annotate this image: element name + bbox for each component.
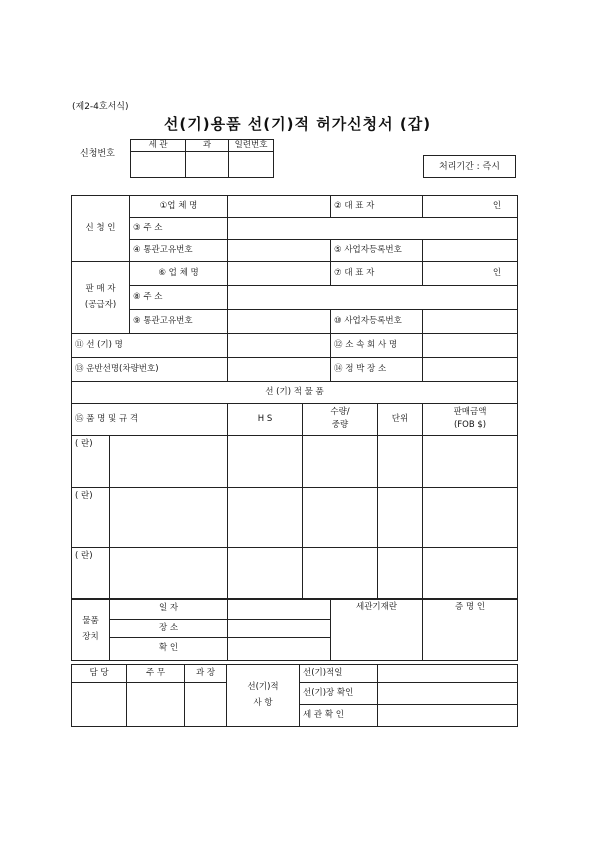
storage-section-title: 물품 <box>82 615 99 626</box>
main-form-table <box>71 195 518 661</box>
amount-header <box>423 404 518 436</box>
loading-date-field[interactable] <box>378 665 518 683</box>
seller-rep-field[interactable] <box>423 262 518 286</box>
vessel-company-label: ⑫ 소 속 회 사 명 <box>331 334 423 358</box>
customs-remarks-label: 세관기재란 <box>355 601 398 612</box>
serial-header: 일련번호 <box>229 140 274 152</box>
quantity-header-line2: 중량 <box>331 420 349 430</box>
amount-field[interactable] <box>423 548 518 599</box>
transport-field[interactable] <box>228 358 331 382</box>
hs-field[interactable] <box>228 488 303 548</box>
hs-field[interactable] <box>228 548 303 599</box>
customs-remarks-cell[interactable] <box>331 599 423 661</box>
seller-company-field[interactable] <box>228 262 331 286</box>
storage-section-label <box>72 599 110 661</box>
loading-matters-label <box>227 665 300 727</box>
captain-confirm-field[interactable] <box>378 683 518 705</box>
berth-label: ⑭ 정 박 장 소 <box>331 358 423 382</box>
customs-field[interactable] <box>131 152 186 178</box>
loading-matters-line1: 선(기)적 <box>247 681 279 692</box>
applicant-company-field[interactable] <box>228 196 331 218</box>
unit-field[interactable] <box>378 548 423 599</box>
goods-section-label: 선 (기) 적 물 품 <box>72 382 518 404</box>
applicant-rep-label: ② 대 표 자 <box>331 196 423 218</box>
customs-confirm-label: 세 관 확 인 <box>300 705 378 727</box>
goods-name-field[interactable] <box>110 548 228 599</box>
certifier-cell[interactable] <box>423 599 518 661</box>
storage-date-field[interactable] <box>228 599 331 620</box>
seal-mark: 인 <box>492 200 502 211</box>
applicant-biz-no-label: ⑤ 사업자등록번호 <box>331 240 423 262</box>
storage-date-label: 일 자 <box>110 599 228 620</box>
certifier-label: 증 명 인 <box>455 601 486 612</box>
supervisor-sign-field[interactable] <box>127 683 185 727</box>
seller-address-field[interactable] <box>228 286 518 310</box>
goods-name-field[interactable] <box>110 436 228 488</box>
seller-customs-code-field[interactable] <box>228 310 331 334</box>
serial-field[interactable] <box>229 152 274 178</box>
vessel-name-label: ⑪ 선 (기) 명 <box>72 334 228 358</box>
applicant-biz-no-field[interactable] <box>423 240 518 262</box>
goods-name-field[interactable] <box>110 488 228 548</box>
applicant-address-field[interactable] <box>228 218 518 240</box>
unit-field[interactable] <box>378 436 423 488</box>
seller-section-label <box>72 262 130 334</box>
form-number: (제2-4호서식) <box>72 102 129 112</box>
vessel-company-field[interactable] <box>423 334 518 358</box>
applicant-rep-field[interactable] <box>423 196 518 218</box>
goods-row-label: ( 란) <box>72 436 110 488</box>
seller-customs-code-label: ⑨ 통관고유번호 <box>130 310 228 334</box>
storage-section-subtitle: 장치 <box>82 631 99 642</box>
manager-header: 과 장 <box>185 665 227 683</box>
quantity-header <box>303 404 378 436</box>
customs-confirm-field[interactable] <box>378 705 518 727</box>
storage-place-field[interactable] <box>228 620 331 638</box>
goods-row-label: ( 란) <box>72 488 110 548</box>
application-number-label: 신청번호 <box>80 149 115 159</box>
seller-section-title: 판 매 자 <box>85 283 116 294</box>
amount-field[interactable] <box>423 436 518 488</box>
quantity-header-line1: 수량/ <box>330 407 350 418</box>
officer-header: 담 당 <box>72 665 127 683</box>
transport-label: ⑬ 운반선명(차량번호) <box>72 358 228 382</box>
seller-biz-no-label: ⑩ 사업자등록번호 <box>331 310 423 334</box>
storage-confirm-field[interactable] <box>228 638 331 661</box>
manager-sign-field[interactable] <box>185 683 227 727</box>
seller-biz-no-field[interactable] <box>423 310 518 334</box>
customs-header: 세 관 <box>131 140 186 152</box>
hs-field[interactable] <box>228 436 303 488</box>
vessel-name-field[interactable] <box>228 334 331 358</box>
applicant-customs-code-label: ④ 통관고유번호 <box>130 240 228 262</box>
seller-rep-label: ⑦ 대 표 자 <box>331 262 423 286</box>
quantity-field[interactable] <box>303 548 378 599</box>
seller-section-subtitle: (공급자) <box>84 299 117 310</box>
amount-header-line2: (FOB $) <box>453 420 487 430</box>
amount-header-line1: 판매금액 <box>453 407 487 418</box>
seller-address-label: ⑧ 주 소 <box>130 286 228 310</box>
loading-date-label: 선(기)적일 <box>300 665 378 683</box>
supervisor-header: 주 무 <box>127 665 185 683</box>
seal-mark: 인 <box>492 267 502 278</box>
section-header: 과 <box>186 140 229 152</box>
officer-sign-field[interactable] <box>72 683 127 727</box>
application-number-box <box>130 139 274 178</box>
goods-row-label: ( 란) <box>72 548 110 599</box>
applicant-section-label: 신 청 인 <box>72 196 130 262</box>
section-field[interactable] <box>186 152 229 178</box>
page-title: 선(기)용품 선(기)적 허가신청서 (갑) <box>163 115 432 133</box>
storage-place-label: 장 소 <box>110 620 228 638</box>
unit-header: 단위 <box>378 404 423 436</box>
applicant-company-label: ①업 체 명 <box>130 196 228 218</box>
berth-field[interactable] <box>423 358 518 382</box>
unit-field[interactable] <box>378 488 423 548</box>
processing-period: 처리기간 : 즉시 <box>423 155 516 178</box>
approval-table <box>71 664 518 727</box>
quantity-field[interactable] <box>303 436 378 488</box>
storage-confirm-label: 확 인 <box>110 638 228 661</box>
seller-company-label: ⑥ 업 체 명 <box>130 262 228 286</box>
hs-header: H S <box>228 404 303 436</box>
applicant-customs-code-field[interactable] <box>228 240 331 262</box>
quantity-field[interactable] <box>303 488 378 548</box>
applicant-address-label: ③ 주 소 <box>130 218 228 240</box>
loading-matters-line2: 사 항 <box>253 697 273 708</box>
goods-name-header: ⑮ 품 명 및 규 격 <box>72 404 228 436</box>
captain-confirm-label: 선(기)장 확인 <box>300 683 378 705</box>
amount-field[interactable] <box>423 488 518 548</box>
